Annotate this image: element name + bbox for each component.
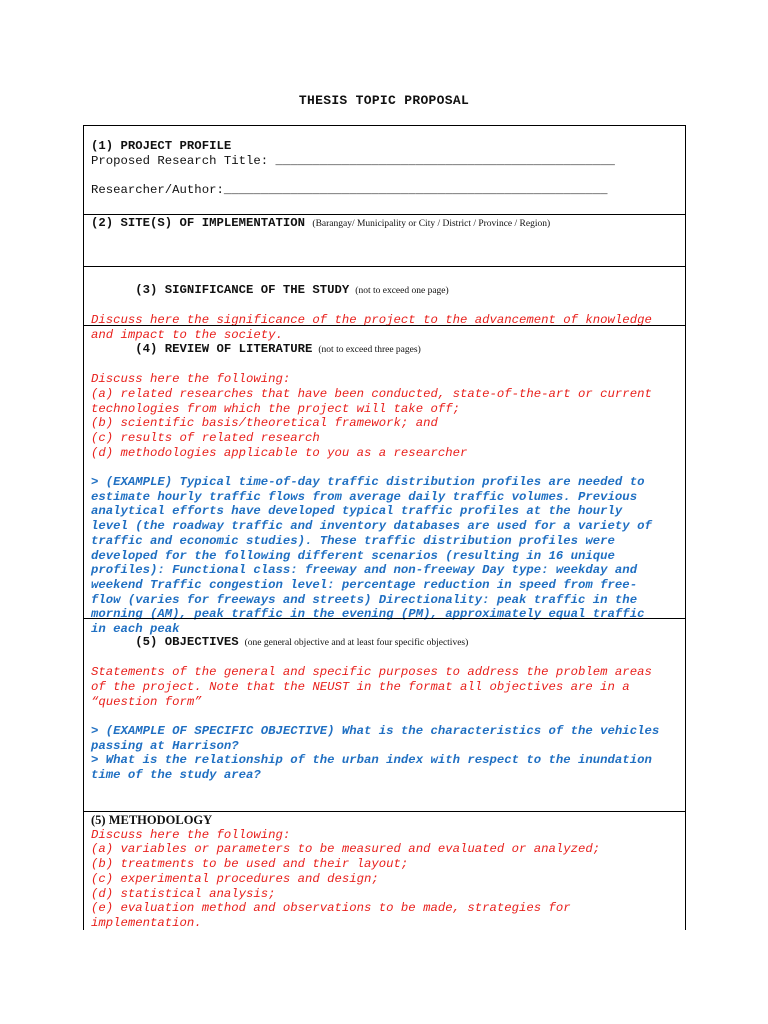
methodology-instruction-line: Discuss here the following: — [91, 827, 291, 842]
objectives-instruction-line: Statements of the general and specific purposes to address the problem areas — [91, 665, 652, 680]
objectives-example-line: > What is the relationship of the urban index with respect to the inundation — [91, 753, 652, 768]
methodology-instruction-line: (e) evaluation method and observations to be made, strategies for — [91, 901, 571, 916]
literature-instruction-line: (c) results of related research — [91, 430, 320, 445]
page-title: THESIS TOPIC PROPOSAL — [298, 93, 470, 108]
literature-instruction-line: technologies from which the project will take off; — [91, 401, 460, 416]
literature-example-line: in each peak — [91, 622, 180, 637]
researcher-author-field[interactable]: Researcher/Author:____________________________________________________ — [91, 183, 608, 198]
research-title-field[interactable]: Proposed Research Title: ______________________________________________ — [91, 153, 615, 168]
objectives-heading: (5) OBJECTIVES — [135, 634, 239, 649]
methodology-section — [84, 811, 685, 931]
methodology-instruction-line: (c) experimental procedures and design; — [91, 871, 379, 886]
literature-example-line: traffic and economic studies). These traffic distribution profiles were — [91, 533, 615, 548]
literature-example-line: > (EXAMPLE) Typical time-of-day traffic distribution profiles are needed to — [91, 475, 645, 490]
literature-example-line: morning (AM), peak traffic in the evening (PM), approximately equal traffic — [91, 607, 645, 622]
literature-example-line: weekend Traffic congestion level: percentage reduction in speed from free- — [91, 577, 638, 592]
project-profile-heading: (1) PROJECT PROFILE — [91, 139, 232, 153]
methodology-instruction-line: implementation. — [91, 915, 202, 930]
sites-heading: (2) SITE(S) OF IMPLEMENTATION — [91, 216, 306, 230]
objectives-example-line: passing at Harrison? — [91, 738, 239, 753]
literature-example-line: developed for the following different scenarios (resulting in 16 unique — [91, 548, 615, 563]
proposal-form — [83, 125, 686, 930]
literature-heading: (4) REVIEW OF LITERATURE — [135, 341, 313, 356]
literature-instruction-line: (d) methodologies applicable to you as a researcher — [91, 445, 468, 460]
significance-heading: (3) SIGNIFICANCE OF THE STUDY — [135, 282, 350, 297]
literature-note: (not to exceed three pages) — [318, 344, 421, 355]
objectives-example-line: time of the study area? — [91, 768, 261, 783]
significance-section — [84, 266, 685, 342]
methodology-instruction-line: (a) variables or parameters to be measured and evaluated or analyzed; — [91, 842, 601, 857]
methodology-instruction-line: (b) treatments to be used and their layout; — [91, 857, 409, 872]
literature-instruction-line: (a) related researches that have been conducted, state-of-the-art or current — [91, 386, 652, 401]
objectives-example-line: > (EXAMPLE OF SPECIFIC OBJECTIVE) What is the characteristics of the vehicles — [91, 723, 660, 738]
objectives-instruction-line: of the project. Note that the NEUST in the format all objectives are in a — [91, 679, 630, 694]
methodology-instruction-line: (d) statistical analysis; — [91, 886, 276, 901]
sites-section — [84, 214, 685, 266]
significance-instruction-2: and impact to the society. — [91, 327, 283, 342]
sites-note: (Barangay/ Municipality or City / District / Province / Region) — [312, 219, 551, 229]
literature-example-line: analytical efforts have developed typical traffic profiles at the hourly — [91, 504, 623, 519]
literature-instruction-line: (b) scientific basis/theoretical framework; and — [91, 416, 438, 431]
significance-note: (not to exceed one page) — [355, 285, 449, 296]
project-profile-section — [84, 138, 685, 215]
literature-example-line: profiles): Functional class: freeway and non-freeway Day type: weekday and — [91, 563, 638, 578]
methodology-heading: (5) METHODOLOGY — [91, 813, 213, 827]
significance-instruction-1: Discuss here the significance of the project to the advancement of knowledge — [91, 313, 652, 328]
objectives-section — [84, 618, 685, 811]
literature-section — [84, 325, 685, 637]
objectives-note: (one general objective and at least four specific objectives) — [244, 637, 469, 648]
literature-instruction-line: Discuss here the following: — [91, 372, 291, 387]
objectives-instruction-line: “question form” — [91, 694, 202, 709]
literature-example-line: estimate hourly traffic flows from average daily traffic volumes. Previous — [91, 489, 638, 504]
literature-example-line: level (the roadway traffic and inventory databases are used for a variety of — [91, 519, 652, 534]
literature-example-line: flow (varies for freeways and streets) Directionality: peak traffic in the — [91, 592, 638, 607]
